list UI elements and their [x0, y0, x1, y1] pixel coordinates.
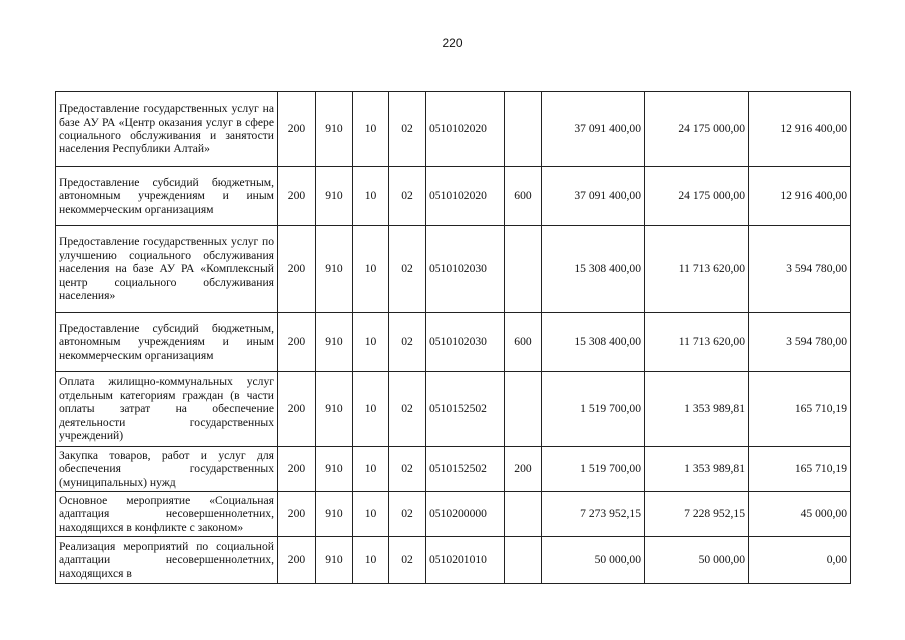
target-code-cell: 0510152502: [426, 372, 505, 447]
table-row: [56, 313, 851, 372]
subsection-cell: 02: [389, 92, 426, 167]
row-name: Закупка товаров, работ и услуг для обеспечения государственных (муниципальных) нужд: [56, 447, 278, 492]
target-code-cell: 0510102020: [426, 167, 505, 226]
amount-3-cell: 165 710,19: [749, 447, 851, 492]
target-code-cell: 0510102020: [426, 92, 505, 167]
target-code-cell: 0510102030: [426, 313, 505, 372]
ministry-cell: 910: [316, 226, 353, 313]
amount-1-cell: 15 308 400,00: [542, 313, 645, 372]
ministry-cell: 910: [316, 492, 353, 537]
amount-1-cell: 15 308 400,00: [542, 226, 645, 313]
ministry-cell: 910: [316, 447, 353, 492]
subsection-cell: 02: [389, 372, 426, 447]
subsection-cell: 02: [389, 447, 426, 492]
section-cell: 10: [353, 372, 389, 447]
ministry-cell: 910: [316, 313, 353, 372]
expense-type-cell: 600: [505, 313, 542, 372]
target-code-cell: 0510152502: [426, 447, 505, 492]
subsection-cell: 02: [389, 226, 426, 313]
code-cell: 200: [278, 447, 316, 492]
amount-1-cell: 37 091 400,00: [542, 92, 645, 167]
code-cell: 200: [278, 167, 316, 226]
amount-1-cell: 1 519 700,00: [542, 372, 645, 447]
row-name: Предоставление субсидий бюджетным, автономным учреждениям и иным некоммерческим организациям: [56, 167, 278, 226]
table-row: [56, 226, 851, 313]
amount-2-cell: 24 175 000,00: [645, 92, 749, 167]
subsection-cell: 02: [389, 167, 426, 226]
amount-3-cell: 12 916 400,00: [749, 92, 851, 167]
ministry-cell: 910: [316, 167, 353, 226]
section-cell: 10: [353, 226, 389, 313]
amount-3-cell: 3 594 780,00: [749, 226, 851, 313]
code-cell: 200: [278, 92, 316, 167]
amount-1-cell: 1 519 700,00: [542, 447, 645, 492]
code-cell: 200: [278, 492, 316, 537]
amount-2-cell: 24 175 000,00: [645, 167, 749, 226]
expense-type-cell: [505, 492, 542, 537]
amount-3-cell: 12 916 400,00: [749, 167, 851, 226]
code-cell: 200: [278, 313, 316, 372]
section-cell: 10: [353, 537, 389, 584]
amount-1-cell: 7 273 952,15: [542, 492, 645, 537]
amount-3-cell: 165 710,19: [749, 372, 851, 447]
amount-2-cell: 7 228 952,15: [645, 492, 749, 537]
target-code-cell: 0510102030: [426, 226, 505, 313]
amount-1-cell: 37 091 400,00: [542, 167, 645, 226]
table-row: [56, 372, 851, 447]
section-cell: 10: [353, 447, 389, 492]
ministry-cell: 910: [316, 372, 353, 447]
table-row: [56, 537, 851, 584]
row-name: Реализация мероприятий по социальной адаптации несовершеннолетних, находящихся в: [56, 537, 278, 584]
subsection-cell: 02: [389, 492, 426, 537]
expense-type-cell: 600: [505, 167, 542, 226]
amount-1-cell: 50 000,00: [542, 537, 645, 584]
amount-3-cell: 0,00: [749, 537, 851, 584]
amount-2-cell: 1 353 989,81: [645, 447, 749, 492]
budget-table: [55, 91, 851, 584]
expense-type-cell: [505, 226, 542, 313]
expense-type-cell: [505, 372, 542, 447]
amount-2-cell: 1 353 989,81: [645, 372, 749, 447]
subsection-cell: 02: [389, 313, 426, 372]
target-code-cell: 0510201010: [426, 537, 505, 584]
table-row: [56, 492, 851, 537]
page-number: 220: [442, 36, 463, 50]
table-row: [56, 447, 851, 492]
row-name: Оплата жилищно-коммунальных услуг отдельным категориям граждан (в части оплаты затрат на обеспечение деятельности государственных учреждений): [56, 372, 278, 447]
amount-3-cell: 45 000,00: [749, 492, 851, 537]
amount-2-cell: 11 713 620,00: [645, 313, 749, 372]
section-cell: 10: [353, 313, 389, 372]
amount-2-cell: 50 000,00: [645, 537, 749, 584]
ministry-cell: 910: [316, 537, 353, 584]
table-row: [56, 92, 851, 167]
code-cell: 200: [278, 372, 316, 447]
amount-3-cell: 3 594 780,00: [749, 313, 851, 372]
expense-type-cell: [505, 537, 542, 584]
expense-type-cell: [505, 92, 542, 167]
ministry-cell: 910: [316, 92, 353, 167]
subsection-cell: 02: [389, 537, 426, 584]
section-cell: 10: [353, 167, 389, 226]
expense-type-cell: 200: [505, 447, 542, 492]
row-name: Предоставление государственных услуг на базе АУ РА «Центр оказания услуг в сфере социального обслуживания и занятости населения Республики Алтай»: [56, 92, 278, 167]
section-cell: 10: [353, 492, 389, 537]
row-name: Предоставление государственных услуг по улучшению социального обслуживания населения на базе АУ РА «Комплексный центр социального обслуживания населения»: [56, 226, 278, 313]
code-cell: 200: [278, 537, 316, 584]
table-row: [56, 167, 851, 226]
row-name: Предоставление субсидий бюджетным, автономным учреждениям и иным некоммерческим организациям: [56, 313, 278, 372]
code-cell: 200: [278, 226, 316, 313]
row-name: Основное мероприятие «Социальная адаптация несовершеннолетних, находящихся в конфликте с законом»: [56, 492, 278, 537]
section-cell: 10: [353, 92, 389, 167]
target-code-cell: 0510200000: [426, 492, 505, 537]
amount-2-cell: 11 713 620,00: [645, 226, 749, 313]
